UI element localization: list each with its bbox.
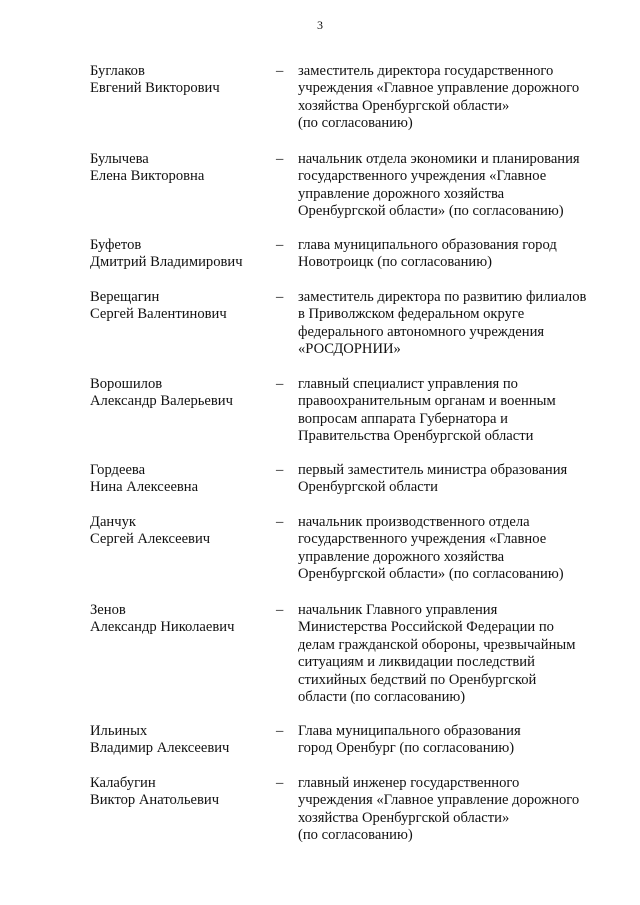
dash-separator: –	[276, 602, 284, 618]
dash-separator: –	[276, 514, 284, 530]
position-line: хозяйства Оренбургской области»	[298, 809, 510, 826]
surname: Ильиных	[90, 723, 148, 739]
surname: Гордеева	[90, 462, 146, 478]
position-line: Оренбургской области» (по согласованию)	[298, 566, 564, 583]
person-name	[90, 289, 270, 324]
position-line: Министерства Российской Федерации по	[298, 619, 554, 636]
person-name	[90, 775, 270, 810]
position-line: правоохранительным органам и военным	[298, 393, 556, 410]
position-line: главный специалист управления по	[298, 376, 518, 392]
position-line: учреждения «Главное управление дорожного	[298, 80, 580, 97]
surname: Булычева	[90, 151, 149, 167]
position-line: заместитель директора по развитию филиалов	[298, 289, 587, 305]
given-names: Нина Алексеевна	[90, 479, 199, 496]
dash-separator: –	[276, 376, 284, 392]
position-line: глава муниципального образования город	[298, 237, 557, 253]
surname: Верещагин	[90, 289, 160, 305]
person-name	[90, 514, 270, 549]
dash-separator: –	[276, 63, 284, 79]
position-description	[298, 237, 598, 272]
given-names: Сергей Алексеевич	[90, 531, 211, 548]
dash-separator: –	[276, 775, 284, 791]
page-number: 3	[317, 18, 323, 32]
position-line: «РОСДОРНИИ»	[298, 341, 401, 358]
position-line: стихийных бедствий по Оренбургской	[298, 671, 537, 688]
dash-separator: –	[276, 151, 284, 167]
position-line: Новотроицк (по согласованию)	[298, 254, 492, 271]
dash-separator: –	[276, 462, 284, 478]
person-name	[90, 462, 270, 497]
position-line: федерального автономного учреждения	[298, 323, 545, 340]
position-line: Глава муниципального образования	[298, 723, 521, 739]
position-line: Оренбургской области» (по согласованию)	[298, 203, 564, 220]
position-description	[298, 462, 598, 497]
surname: Буглаков	[90, 63, 145, 79]
position-description	[298, 376, 598, 446]
position-line: заместитель директора государственного	[298, 63, 554, 79]
position-line: делам гражданской обороны, чрезвычайным	[298, 636, 576, 653]
position-line: управление дорожного хозяйства	[298, 548, 505, 565]
surname: Ворошилов	[90, 376, 163, 392]
position-description	[298, 151, 598, 221]
position-line: Оренбургской области	[298, 479, 438, 496]
position-line: начальник Главного управления	[298, 602, 498, 618]
position-line: начальник отдела экономики и планирования	[298, 151, 580, 167]
position-description	[298, 775, 598, 845]
given-names: Сергей Валентинович	[90, 306, 227, 323]
person-name	[90, 237, 270, 272]
surname: Калабугин	[90, 775, 156, 791]
position-line: государственного учреждения «Главное	[298, 168, 547, 185]
position-line: Правительства Оренбургской области	[298, 428, 534, 445]
position-line: главный инженер государственного	[298, 775, 520, 791]
surname: Буфетов	[90, 237, 142, 253]
position-line: (по согласованию)	[298, 115, 413, 132]
surname: Данчук	[90, 514, 136, 530]
surname: Зенов	[90, 602, 126, 618]
given-names: Евгений Викторович	[90, 80, 220, 97]
person-name	[90, 151, 270, 186]
given-names: Владимир Алексеевич	[90, 740, 230, 757]
dash-separator: –	[276, 237, 284, 253]
position-line: государственного учреждения «Главное	[298, 531, 547, 548]
position-line: области (по согласованию)	[298, 689, 466, 706]
position-description	[298, 289, 598, 359]
position-description	[298, 602, 598, 706]
position-line: управление дорожного хозяйства	[298, 185, 505, 202]
position-line: хозяйства Оренбургской области»	[298, 97, 510, 114]
given-names: Елена Викторовна	[90, 168, 205, 185]
position-line: начальник производственного отдела	[298, 514, 530, 530]
given-names: Александр Николаевич	[90, 619, 235, 636]
given-names: Виктор Анатольевич	[90, 792, 220, 809]
position-line: в Приволжском федеральном округе	[298, 306, 525, 323]
given-names: Дмитрий Владимирович	[90, 254, 243, 271]
position-description	[298, 723, 598, 758]
given-names: Александр Валерьевич	[90, 393, 233, 410]
person-name	[90, 602, 270, 637]
position-line: учреждения «Главное управление дорожного	[298, 792, 580, 809]
position-description	[298, 514, 598, 584]
dash-separator: –	[276, 289, 284, 305]
person-name	[90, 376, 270, 411]
person-name	[90, 723, 270, 758]
position-line: вопросам аппарата Губернатора и	[298, 410, 508, 427]
person-name	[90, 63, 270, 98]
position-line: (по согласованию)	[298, 827, 413, 844]
position-description	[298, 63, 598, 133]
position-line: город Оренбург (по согласованию)	[298, 740, 515, 757]
dash-separator: –	[276, 723, 284, 739]
position-line: ситуациям и ликвидации последствий	[298, 654, 535, 671]
position-line: первый заместитель министра образования	[298, 462, 568, 478]
